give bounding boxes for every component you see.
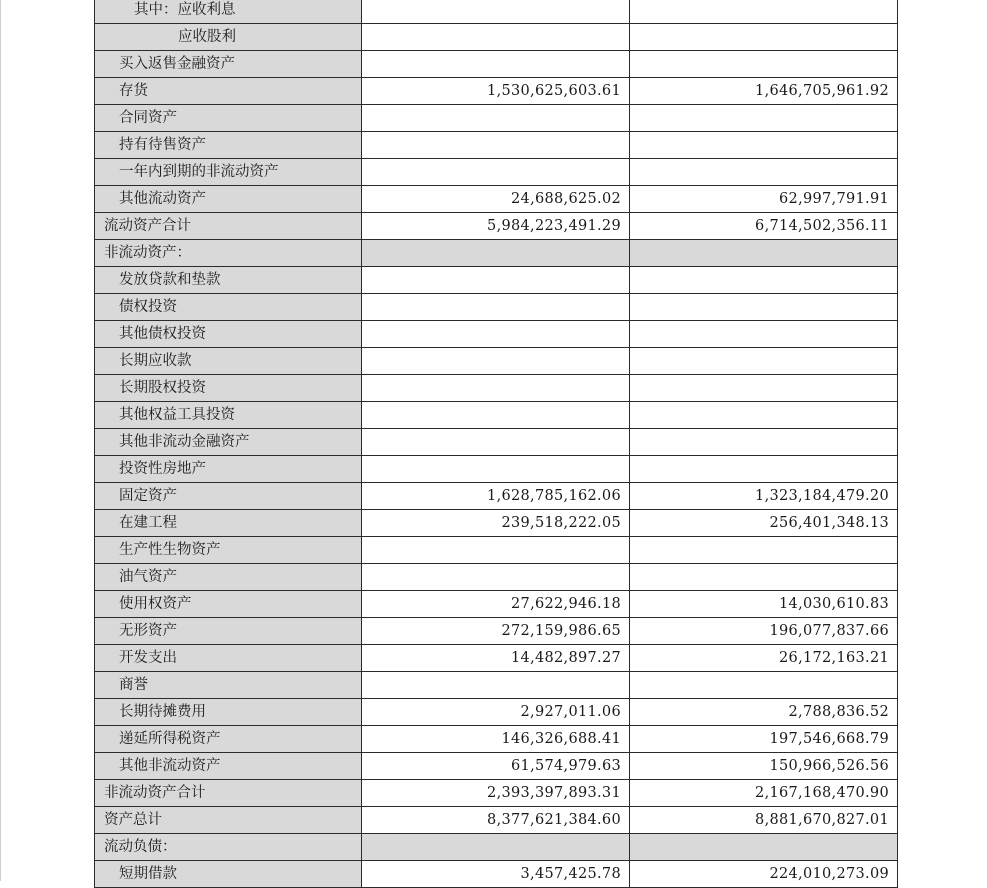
- table-row: [95, 699, 898, 726]
- table-row: [95, 591, 898, 618]
- table-row: [95, 0, 898, 24]
- prior-period-value: [630, 0, 898, 24]
- table-row: [95, 105, 898, 132]
- current-period-value: [362, 105, 630, 132]
- table-row: [95, 807, 898, 834]
- prior-period-value: [630, 402, 898, 429]
- table-row: [95, 348, 898, 375]
- prior-period-value: [630, 294, 898, 321]
- current-period-value: [362, 429, 630, 456]
- row-label: 开发支出: [95, 645, 362, 672]
- table-row: [95, 510, 898, 537]
- table-row: [95, 429, 898, 456]
- table-row: [95, 861, 898, 888]
- row-label: 其他债权投资: [95, 321, 362, 348]
- current-period-value: [362, 348, 630, 375]
- table-row: [95, 618, 898, 645]
- prior-period-value: 14,030,610.83: [630, 591, 898, 618]
- current-period-value: 61,574,979.63: [362, 753, 630, 780]
- table-row: [95, 213, 898, 240]
- prior-period-value: [630, 321, 898, 348]
- current-period-value: [362, 159, 630, 186]
- row-label: 商誉: [95, 672, 362, 699]
- current-period-value: 14,482,897.27: [362, 645, 630, 672]
- row-label: 其他非流动金融资产: [95, 429, 362, 456]
- prior-period-value: [630, 564, 898, 591]
- row-label: 无形资产: [95, 618, 362, 645]
- current-period-value: [362, 0, 630, 24]
- table-row: [95, 186, 898, 213]
- balance-sheet-body: [95, 0, 898, 888]
- row-label: 应收股利: [95, 24, 362, 51]
- table-row: [95, 753, 898, 780]
- row-label: 投资性房地产: [95, 456, 362, 483]
- row-label: 长期待摊费用: [95, 699, 362, 726]
- prior-period-value: [630, 429, 898, 456]
- current-period-value: [362, 537, 630, 564]
- prior-period-value: 197,546,668.79: [630, 726, 898, 753]
- prior-period-value: [630, 537, 898, 564]
- table-row: [95, 267, 898, 294]
- prior-period-value: [630, 159, 898, 186]
- table-row: [95, 672, 898, 699]
- current-period-value: 272,159,986.65: [362, 618, 630, 645]
- prior-period-value: 26,172,163.21: [630, 645, 898, 672]
- table-row: [95, 645, 898, 672]
- prior-period-value: 1,323,184,479.20: [630, 483, 898, 510]
- table-row: [95, 726, 898, 753]
- table-row: [95, 780, 898, 807]
- table-row: [95, 294, 898, 321]
- current-period-value: [362, 834, 630, 861]
- prior-period-value: 224,010,273.09: [630, 861, 898, 888]
- current-period-value: [362, 132, 630, 159]
- table-row: [95, 24, 898, 51]
- current-period-value: [362, 564, 630, 591]
- prior-period-value: [630, 240, 898, 267]
- row-label: 递延所得税资产: [95, 726, 362, 753]
- table-row: [95, 321, 898, 348]
- table-row: [95, 159, 898, 186]
- row-label: 生产性生物资产: [95, 537, 362, 564]
- current-period-value: 146,326,688.41: [362, 726, 630, 753]
- page-edge: [0, 0, 1, 881]
- table-row: [95, 375, 898, 402]
- row-label: 流动资产合计: [95, 213, 362, 240]
- row-label: 其他非流动资产: [95, 753, 362, 780]
- prior-period-value: 2,788,836.52: [630, 699, 898, 726]
- row-label: 非流动资产合计: [95, 780, 362, 807]
- row-label: 使用权资产: [95, 591, 362, 618]
- prior-period-value: [630, 51, 898, 78]
- row-label: 存货: [95, 78, 362, 105]
- prior-period-value: 256,401,348.13: [630, 510, 898, 537]
- current-period-value: 2,927,011.06: [362, 699, 630, 726]
- prior-period-value: [630, 834, 898, 861]
- balance-sheet-table: [94, 0, 898, 888]
- row-label: 长期股权投资: [95, 375, 362, 402]
- section-header-row: [95, 240, 898, 267]
- table-row: [95, 402, 898, 429]
- current-period-value: [362, 267, 630, 294]
- current-period-value: [362, 402, 630, 429]
- row-label: 一年内到期的非流动资产: [95, 159, 362, 186]
- current-period-value: [362, 672, 630, 699]
- row-label: 发放贷款和垫款: [95, 267, 362, 294]
- prior-period-value: [630, 456, 898, 483]
- prior-period-value: [630, 24, 898, 51]
- current-period-value: [362, 24, 630, 51]
- row-label: 油气资产: [95, 564, 362, 591]
- row-label: 资产总计: [95, 807, 362, 834]
- current-period-value: 24,688,625.02: [362, 186, 630, 213]
- current-period-value: 2,393,397,893.31: [362, 780, 630, 807]
- row-label: 固定资产: [95, 483, 362, 510]
- prior-period-value: 6,714,502,356.11: [630, 213, 898, 240]
- table-row: [95, 483, 898, 510]
- prior-period-value: [630, 672, 898, 699]
- table-row: [95, 132, 898, 159]
- prior-period-value: 62,997,791.91: [630, 186, 898, 213]
- current-period-value: 239,518,222.05: [362, 510, 630, 537]
- row-label: 债权投资: [95, 294, 362, 321]
- row-label: 买入返售金融资产: [95, 51, 362, 78]
- table-row: [95, 78, 898, 105]
- row-label: 合同资产: [95, 105, 362, 132]
- current-period-value: 5,984,223,491.29: [362, 213, 630, 240]
- prior-period-value: 196,077,837.66: [630, 618, 898, 645]
- current-period-value: 3,457,425.78: [362, 861, 630, 888]
- current-period-value: 1,530,625,603.61: [362, 78, 630, 105]
- current-period-value: [362, 51, 630, 78]
- prior-period-value: [630, 267, 898, 294]
- current-period-value: 27,622,946.18: [362, 591, 630, 618]
- row-label: 其中：应收利息: [95, 0, 362, 24]
- row-label: 短期借款: [95, 861, 362, 888]
- current-period-value: [362, 375, 630, 402]
- table-row: [95, 456, 898, 483]
- current-period-value: [362, 294, 630, 321]
- current-period-value: [362, 240, 630, 267]
- prior-period-value: [630, 105, 898, 132]
- prior-period-value: [630, 132, 898, 159]
- prior-period-value: 1,646,705,961.92: [630, 78, 898, 105]
- row-label: 在建工程: [95, 510, 362, 537]
- section-header-row: [95, 834, 898, 861]
- prior-period-value: [630, 375, 898, 402]
- row-label: 持有待售资产: [95, 132, 362, 159]
- prior-period-value: 150,966,526.56: [630, 753, 898, 780]
- row-label: 非流动资产：: [95, 240, 362, 267]
- prior-period-value: 8,881,670,827.01: [630, 807, 898, 834]
- row-label: 流动负债：: [95, 834, 362, 861]
- row-label: 长期应收款: [95, 348, 362, 375]
- row-label: 其他权益工具投资: [95, 402, 362, 429]
- table-row: [95, 51, 898, 78]
- table-row: [95, 537, 898, 564]
- prior-period-value: [630, 348, 898, 375]
- table-row: [95, 564, 898, 591]
- prior-period-value: 2,167,168,470.90: [630, 780, 898, 807]
- current-period-value: [362, 456, 630, 483]
- current-period-value: 1,628,785,162.06: [362, 483, 630, 510]
- current-period-value: 8,377,621,384.60: [362, 807, 630, 834]
- row-label: 其他流动资产: [95, 186, 362, 213]
- current-period-value: [362, 321, 630, 348]
